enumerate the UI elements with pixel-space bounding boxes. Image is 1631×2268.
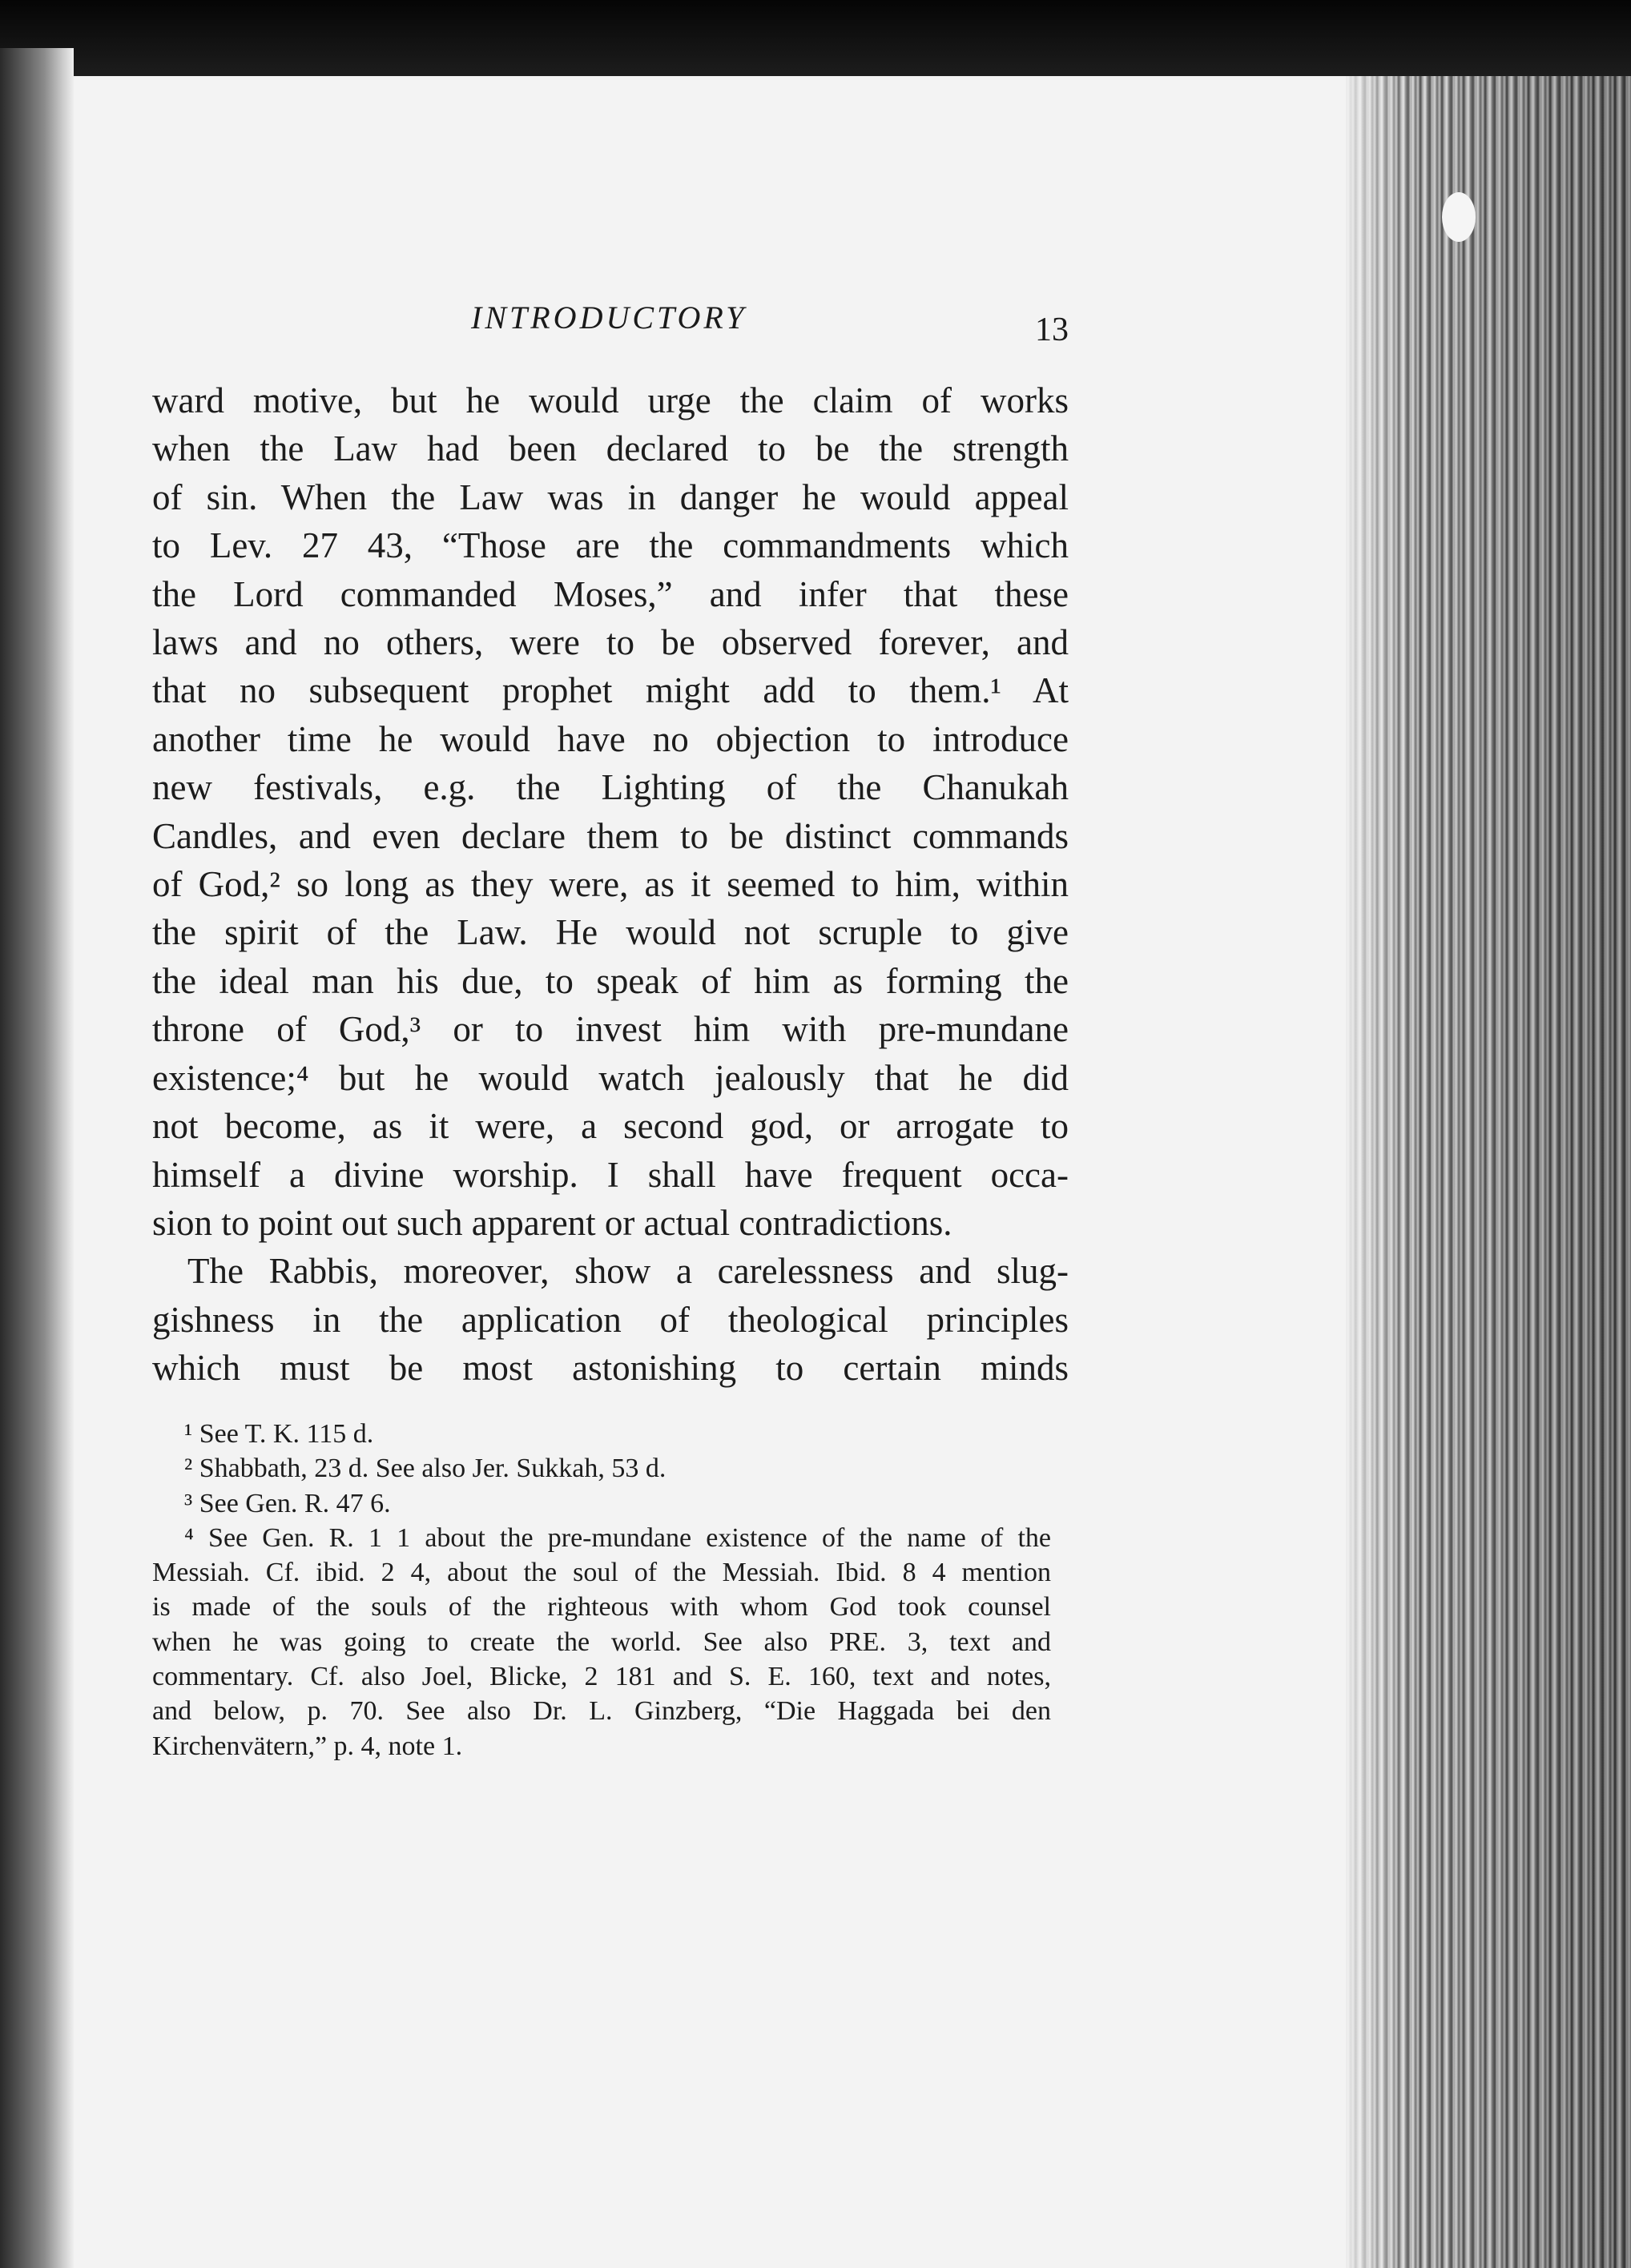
body-line: the Lord commanded Moses,” and infer that these <box>152 573 1069 614</box>
footnote-line: ⁴ See Gen. R. 1 1 about the pre-mundane existence of the name of the <box>184 1522 1051 1553</box>
page-edge-stack <box>1346 76 1631 2268</box>
body-text <box>152 376 1069 1393</box>
body-line: the spirit of the Law. He would not scruple to give <box>152 912 1069 953</box>
body-line: that no subsequent prophet might add to them.¹ At <box>152 670 1069 711</box>
scan-left-border <box>0 48 74 2268</box>
page-edge-spot <box>1442 192 1476 242</box>
footnotes <box>152 1417 1051 1763</box>
body-line: The Rabbis, moreover, show a carelessness and slug- <box>187 1251 1069 1292</box>
body-line: the ideal man his due, to speak of him as forming the <box>152 960 1069 1001</box>
footnote-line: ² Shabbath, 23 d. See also Jer. Sukkah, 53 d. <box>184 1454 666 1484</box>
footnote-line: when he was going to create the world. See also PRE. 3, text and <box>152 1627 1051 1657</box>
footnote-line: ³ See Gen. R. 47 6. <box>184 1488 391 1518</box>
body-line: when the Law had been declared to be the strength <box>152 428 1069 469</box>
body-line: throne of God,³ or to invest him with pre-mundane <box>152 1009 1069 1050</box>
page-number: 13 <box>1035 312 1069 348</box>
footnote-line: is made of the souls of the righteous with whom God took counsel <box>152 1592 1051 1623</box>
body-line: ward motive, but he would urge the claim of works <box>152 380 1069 420</box>
body-line: of sin. When the Law was in danger he would appeal <box>152 477 1069 517</box>
body-line: not become, as it were, a second god, or arrogate to <box>152 1106 1069 1147</box>
body-line: laws and no others, were to be observed forever, and <box>152 622 1069 663</box>
footnote-line: Messiah. Cf. ibid. 2 4, about the soul of the Messiah. Ibid. 8 4 mention <box>152 1558 1051 1588</box>
footnote-line: ¹ See T. K. 115 d. <box>184 1419 374 1449</box>
body-line: which must be most astonishing to certain minds <box>152 1348 1069 1389</box>
body-line: another time he would have no objection to introduce <box>152 718 1069 759</box>
body-line: Candles, and even declare them to be distinct commands <box>152 815 1069 856</box>
body-line: gishness in the application of theological principles <box>152 1299 1069 1340</box>
body-line: himself a divine worship. I shall have frequent occa- <box>152 1154 1069 1195</box>
body-line: existence;⁴ but he would watch jealously that he did <box>152 1057 1069 1098</box>
scan-top-border <box>0 0 1631 76</box>
footnote-line: Kirchenvätern,” p. 4, note 1. <box>152 1731 463 1761</box>
body-line: to Lev. 27 43, “Those are the commandments which <box>152 525 1069 566</box>
running-head: INTRODUCTORY <box>471 300 747 336</box>
footnote-line: commentary. Cf. also Joel, Blicke, 2 181 and S. E. 160, text and notes, <box>152 1662 1051 1692</box>
body-line: sion to point out such apparent or actual contradictions. <box>152 1202 952 1243</box>
body-line: of God,² so long as they were, as it seemed to him, within <box>152 864 1069 905</box>
body-line: new festivals, e.g. the Lighting of the Chanukah <box>152 767 1069 808</box>
footnote-line: and below, p. 70. See also Dr. L. Ginzberg, “Die Haggada bei den <box>152 1696 1051 1727</box>
